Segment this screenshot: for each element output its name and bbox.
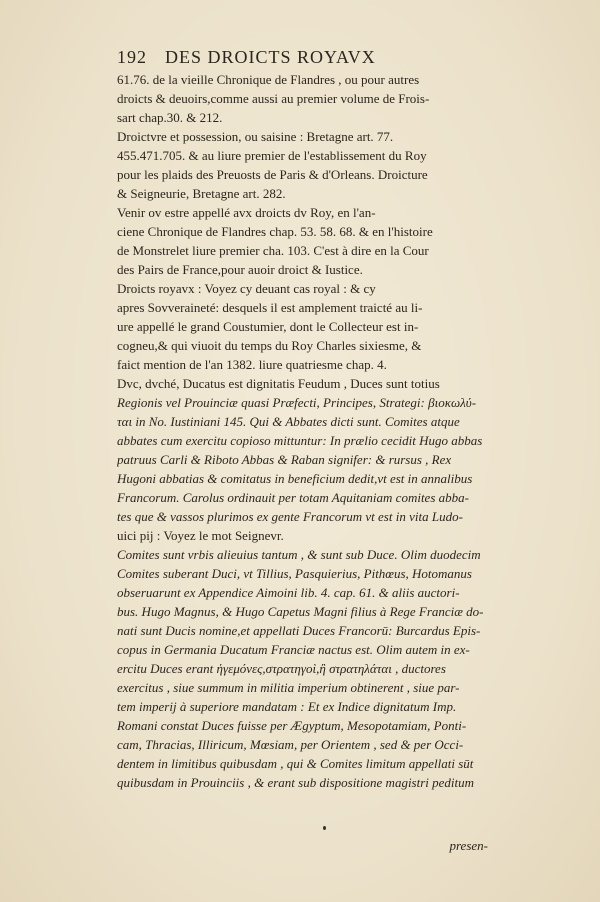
text-line: ciene Chronique de Flandres chap. 53. 58. 68. & en l'histoire xyxy=(117,224,433,239)
text-line: tes que & vassos plurimos ex gente Francorum vt est in vita Ludo- xyxy=(117,509,463,524)
text-line: quibusdam in Prouinciis , & erant sub dispositione magistri peditum xyxy=(117,775,475,790)
running-header xyxy=(117,47,487,68)
text-line: de Monstrelet liure premier cha. 103. C'est à dire en la Cour xyxy=(117,243,429,258)
text-line: faict mention de l'an 1382. liure quatriesme chap. 4. xyxy=(117,357,387,372)
text-line: 61.76. de la vieille Chronique de Flandres , ou pour autres xyxy=(117,72,420,87)
text-line: nati sunt Ducis nomine,et appellati Duces Francorū: Burcardus Epis- xyxy=(117,623,481,638)
text-line: Romani constat Duces fuisse per Ægyptum, Mesopotamiam, Ponti- xyxy=(117,718,467,733)
text-line: droicts & deuoirs,comme aussi au premier volume de Frois- xyxy=(117,91,430,106)
text-line: Regionis vel Prouinciæ quasi Præfecti, Principes, Strategi: βιοκωλύ- xyxy=(117,395,477,410)
text-line: copus in Germania Ducatum Franciæ nactus est. Olim autem in ex- xyxy=(117,642,470,657)
text-line: 455.471.705. & au liure premier de l'establissement du Roy xyxy=(117,148,427,163)
text-line: apres Sovveraineté: desquels il est amplement traicté au li- xyxy=(117,300,423,315)
text-line: Hugoni abbatias & comitatus in beneficium dedit,vt est in annalibus xyxy=(117,471,473,486)
running-title: DES DROICTS ROYAVX xyxy=(165,47,376,67)
text-line: patruus Carli & Riboto Abbas & Raban signifer: & rursus , Rex xyxy=(117,452,452,467)
text-line: abbates cum exercitu copioso mittuntur: In prælio cecidit Hugo abbas xyxy=(117,433,483,448)
text-line: Droictvre et possession, ou saisine : Bretagne art. 77. xyxy=(117,129,394,144)
text-line: des Pairs de France,pour auoir droict & Iustice. xyxy=(117,262,363,277)
text-line: pour les plaids des Preuosts de Paris & d'Orleans. Droicture xyxy=(117,167,428,182)
catchword: presen- xyxy=(449,838,488,853)
text-line: exercitus , siue summum in militia imperium obtinerent , siue par- xyxy=(117,680,460,695)
text-line: Venir ov estre appellé avx droicts dv Roy, en l'an- xyxy=(117,205,376,220)
ink-speck xyxy=(323,826,326,830)
text-line: Francorum. Carolus ordinauit per totam Aquitaniam comites abba- xyxy=(117,490,469,505)
text-line: sart chap.30. & 212. xyxy=(117,110,223,125)
text-line: & Seigneurie, Bretagne art. 282. xyxy=(117,186,286,201)
text-line: ercitu Duces erant ἡγεμόνες,στρατηγοὶ,ἢ στρατηλάται , ductores xyxy=(117,661,446,676)
text-line: obseruarunt ex Appendice Aimoini lib. 4. cap. 61. & aliis auctori- xyxy=(117,585,460,600)
text-line: bus. Hugo Magnus, & Hugo Capetus Magni filius à Rege Franciæ do- xyxy=(117,604,484,619)
text-line: cogneu,& qui viuoit du temps du Roy Charles sixiesme, & xyxy=(117,338,422,353)
body-text xyxy=(117,70,489,792)
text-line: Comites suberant Duci, vt Tillius, Pasquierius, Pithœus, Hotomanus xyxy=(117,566,472,581)
text-line: uici pij : Voyez le mot Seignevr. xyxy=(117,528,284,543)
text-line: dentem in limitibus quibusdam , qui & Comites limitum appellati sūt xyxy=(117,756,474,771)
text-line: Comites sunt vrbis alieuius tantum , & sunt sub Duce. Olim duodecim xyxy=(117,547,481,562)
text-line: cam, Thracias, Illiricum, Mœsiam, per Orientem , sed & per Occi- xyxy=(117,737,464,752)
text-line: ται in No. Iustiniani 145. Qui & Abbates dicti sunt. Comites atque xyxy=(117,414,460,429)
text-line: Droicts royavx : Voyez cy deuant cas royal : & cy xyxy=(117,281,376,296)
page-number: 192 xyxy=(117,47,147,67)
text-line: tem imperij à superiore mandatam : Et ex Indice dignitatum Imp. xyxy=(117,699,457,714)
text-line: ure appellé le grand Coustumier, dont le Collecteur est in- xyxy=(117,319,419,334)
text-line: Dvc, dvché, Ducatus est dignitatis Feudum , Duces sunt totius xyxy=(117,376,440,391)
